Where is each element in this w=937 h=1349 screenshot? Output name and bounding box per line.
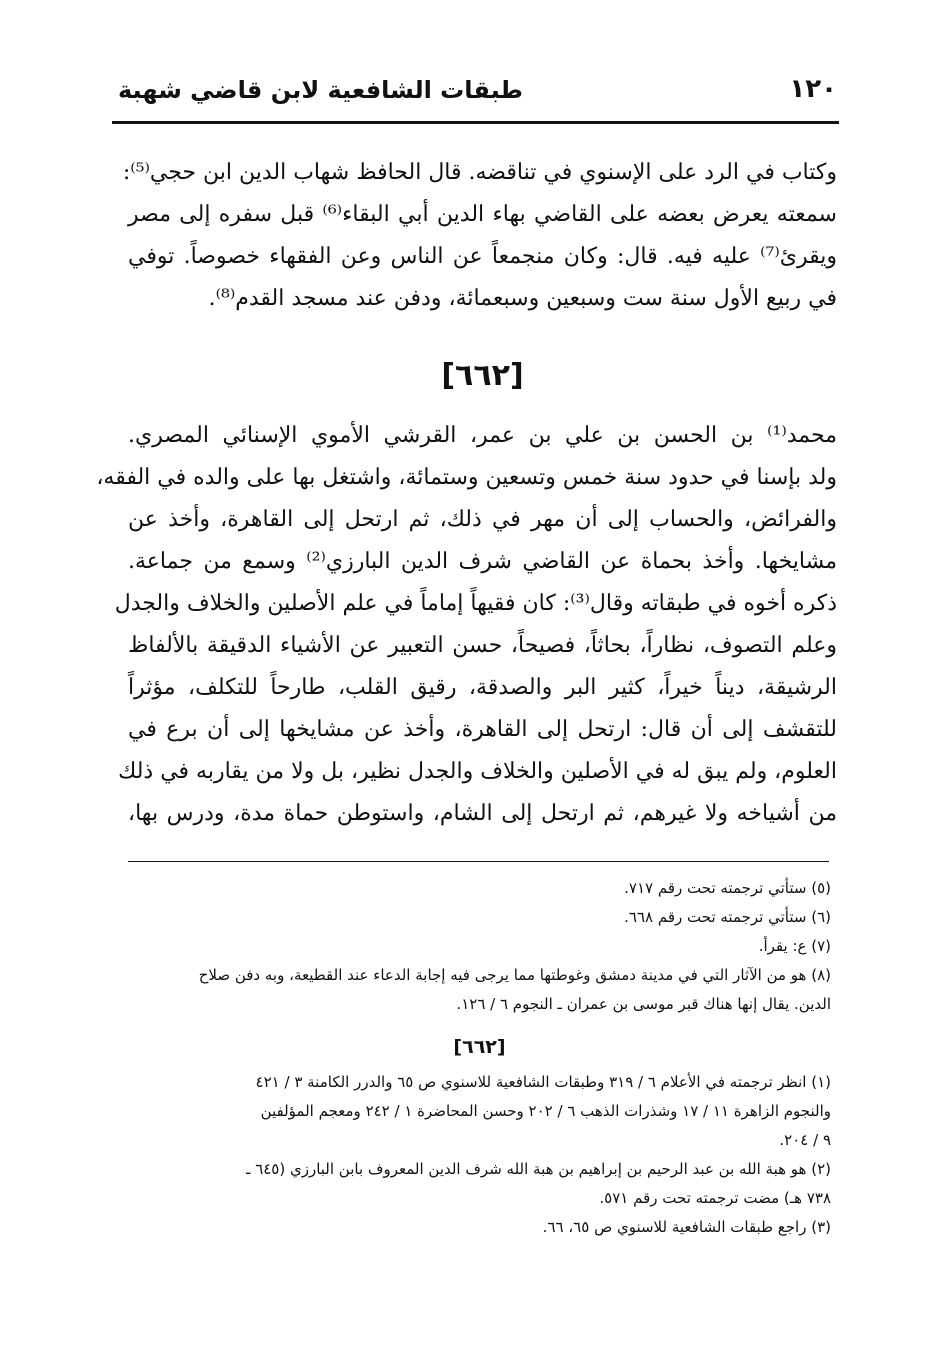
continued-paragraph [122,152,837,320]
footnote-line: ٧٣٨ هـ) مضت ترجمته تحت رقم ٥٧١. [599,1189,831,1207]
footnote [128,961,831,1019]
text-line: والفرائض، والحساب إلى أن مهر في ذلك، ثم ارتحل إلى القاهرة، وأخذ عن [128,507,837,532]
text-line: من أشياخه ولا غيرهم، ثم ارتحل إلى الشام، واستوطن حماة مدة، ودرس بها، [128,801,837,826]
text-line: ويقرئ⁽⁷⁾ عليه فيه. قال: وكان منجمعاً عن الناس وعن الفقهاء خصوصاً. توفي [128,244,837,269]
footnote-line: (٢) هو هبة الله بن عبد الرحيم بن إبراهيم بن هبة الله شرف الدين المعروف بابن البارزي (٦٤٥ ـ [246,1160,831,1178]
footnote [128,1155,831,1213]
main-text [96,152,838,835]
footnote [128,1068,831,1155]
text-line: للتقشف إلى أن قال: ارتحل إلى القاهرة، وأخذ عن مشايخها إلى أن برع في [128,717,837,742]
text-line: ذكره أخوه في طبقاته وقال⁽³⁾: كان فقيهاً إماماً في علم الأصلين والخلاف والجدل [114,591,837,616]
footnote-line: ٩ / ٢٠٤. [779,1131,831,1149]
text-line: العلوم، ولم يبق له في الأصلين والخلاف والجدل نظير، بل ولا من يقاربه في ذلك [118,759,837,784]
footnote-line: والنجوم الزاهرة ١١ / ١٧ وشذرات الذهب ٦ / ٢٠٢ وحسن المحاضرة ١ / ٢٤٢ ومعجم المؤلفين [260,1102,831,1120]
entry-number: [٦٦٢] [441,358,524,393]
running-title: طبقات الشافعية لابن قاضي شهبة [118,76,523,104]
footnote-rule [128,861,829,862]
entry-paragraph [96,415,838,835]
footnote-line: (١) انظر ترجمته في الأعلام ٦ / ٣١٩ وطبقات الشافعية للاسنوي ص ٦٥ والدرر الكامنة ٣ / ٤٢١ [255,1073,831,1091]
text-line: في ربيع الأول سنة ست وسبعين وسبعمائة، ودفن عند مسجد القدم⁽⁸⁾. [208,286,837,311]
footnote-line: (٣) راجع طبقات الشافعية للاسنوي ص ٦٥، ٦٦. [542,1218,831,1236]
footnote-line: (٦) ستأتي ترجمته تحت رقم ٦٦٨. [624,908,831,926]
footnote [128,1213,831,1242]
text-line: سمعته يعرض بعضه على القاضي بهاء الدين أبي البقاء⁽⁶⁾ قبل سفره إلى مصر [128,202,837,227]
footnote-line: الدين. يقال إنها هناك قبر موسى بن عمران ـ النجوم ٦ / ١٢٦. [456,995,831,1013]
text-line: وعلم التصوف، نظاراً، بحاثاً، فصيحاً، حسن التعبير عن الأشياء الدقيقة بالألفاظ [128,633,837,658]
text-line: ولد بإسنا في حدود سنة خمس وتسعين وستمائة، واشتغل بها على والده في الفقه، [96,465,837,490]
footnote [128,903,831,932]
footnotes [128,874,831,1242]
footnote [128,932,831,961]
text-line: مشايخها. وأخذ بحماة عن القاضي شرف الدين البارزي⁽²⁾ وسمع من جماعة. [128,549,838,574]
page-number: ١٢٠ [789,74,837,104]
text-line: الرشيقة، ديناً خيراً، كثير البر والصدقة، رقيق القلب، طارحاً للتكلف، مؤثراً [128,675,837,700]
text-line: وكتاب في الرد على الإسنوي في تناقضه. قال الحافظ شهاب الدين ابن حجي⁽⁵⁾: [122,160,837,185]
text-line: محمد⁽¹⁾ بن الحسن بن علي بن عمر، القرشي الأموي الإسنائي المصري. [128,423,837,448]
header-rule [112,121,839,124]
footnote-line: (٨) هو من الآثار التي في مدينة دمشق وغوطتها مما يرجى فيه إجابة الدعاء عند القطيعة، وبه دفن صلاح [198,966,831,984]
footnote-entry-number: [٦٦٢] [453,1036,506,1058]
footnote-line: (٧) ع: يقرأ. [758,937,831,955]
footnote-line: (٥) ستأتي ترجمته تحت رقم ٧١٧. [624,879,831,897]
page-header [118,74,837,114]
footnote [128,874,831,903]
